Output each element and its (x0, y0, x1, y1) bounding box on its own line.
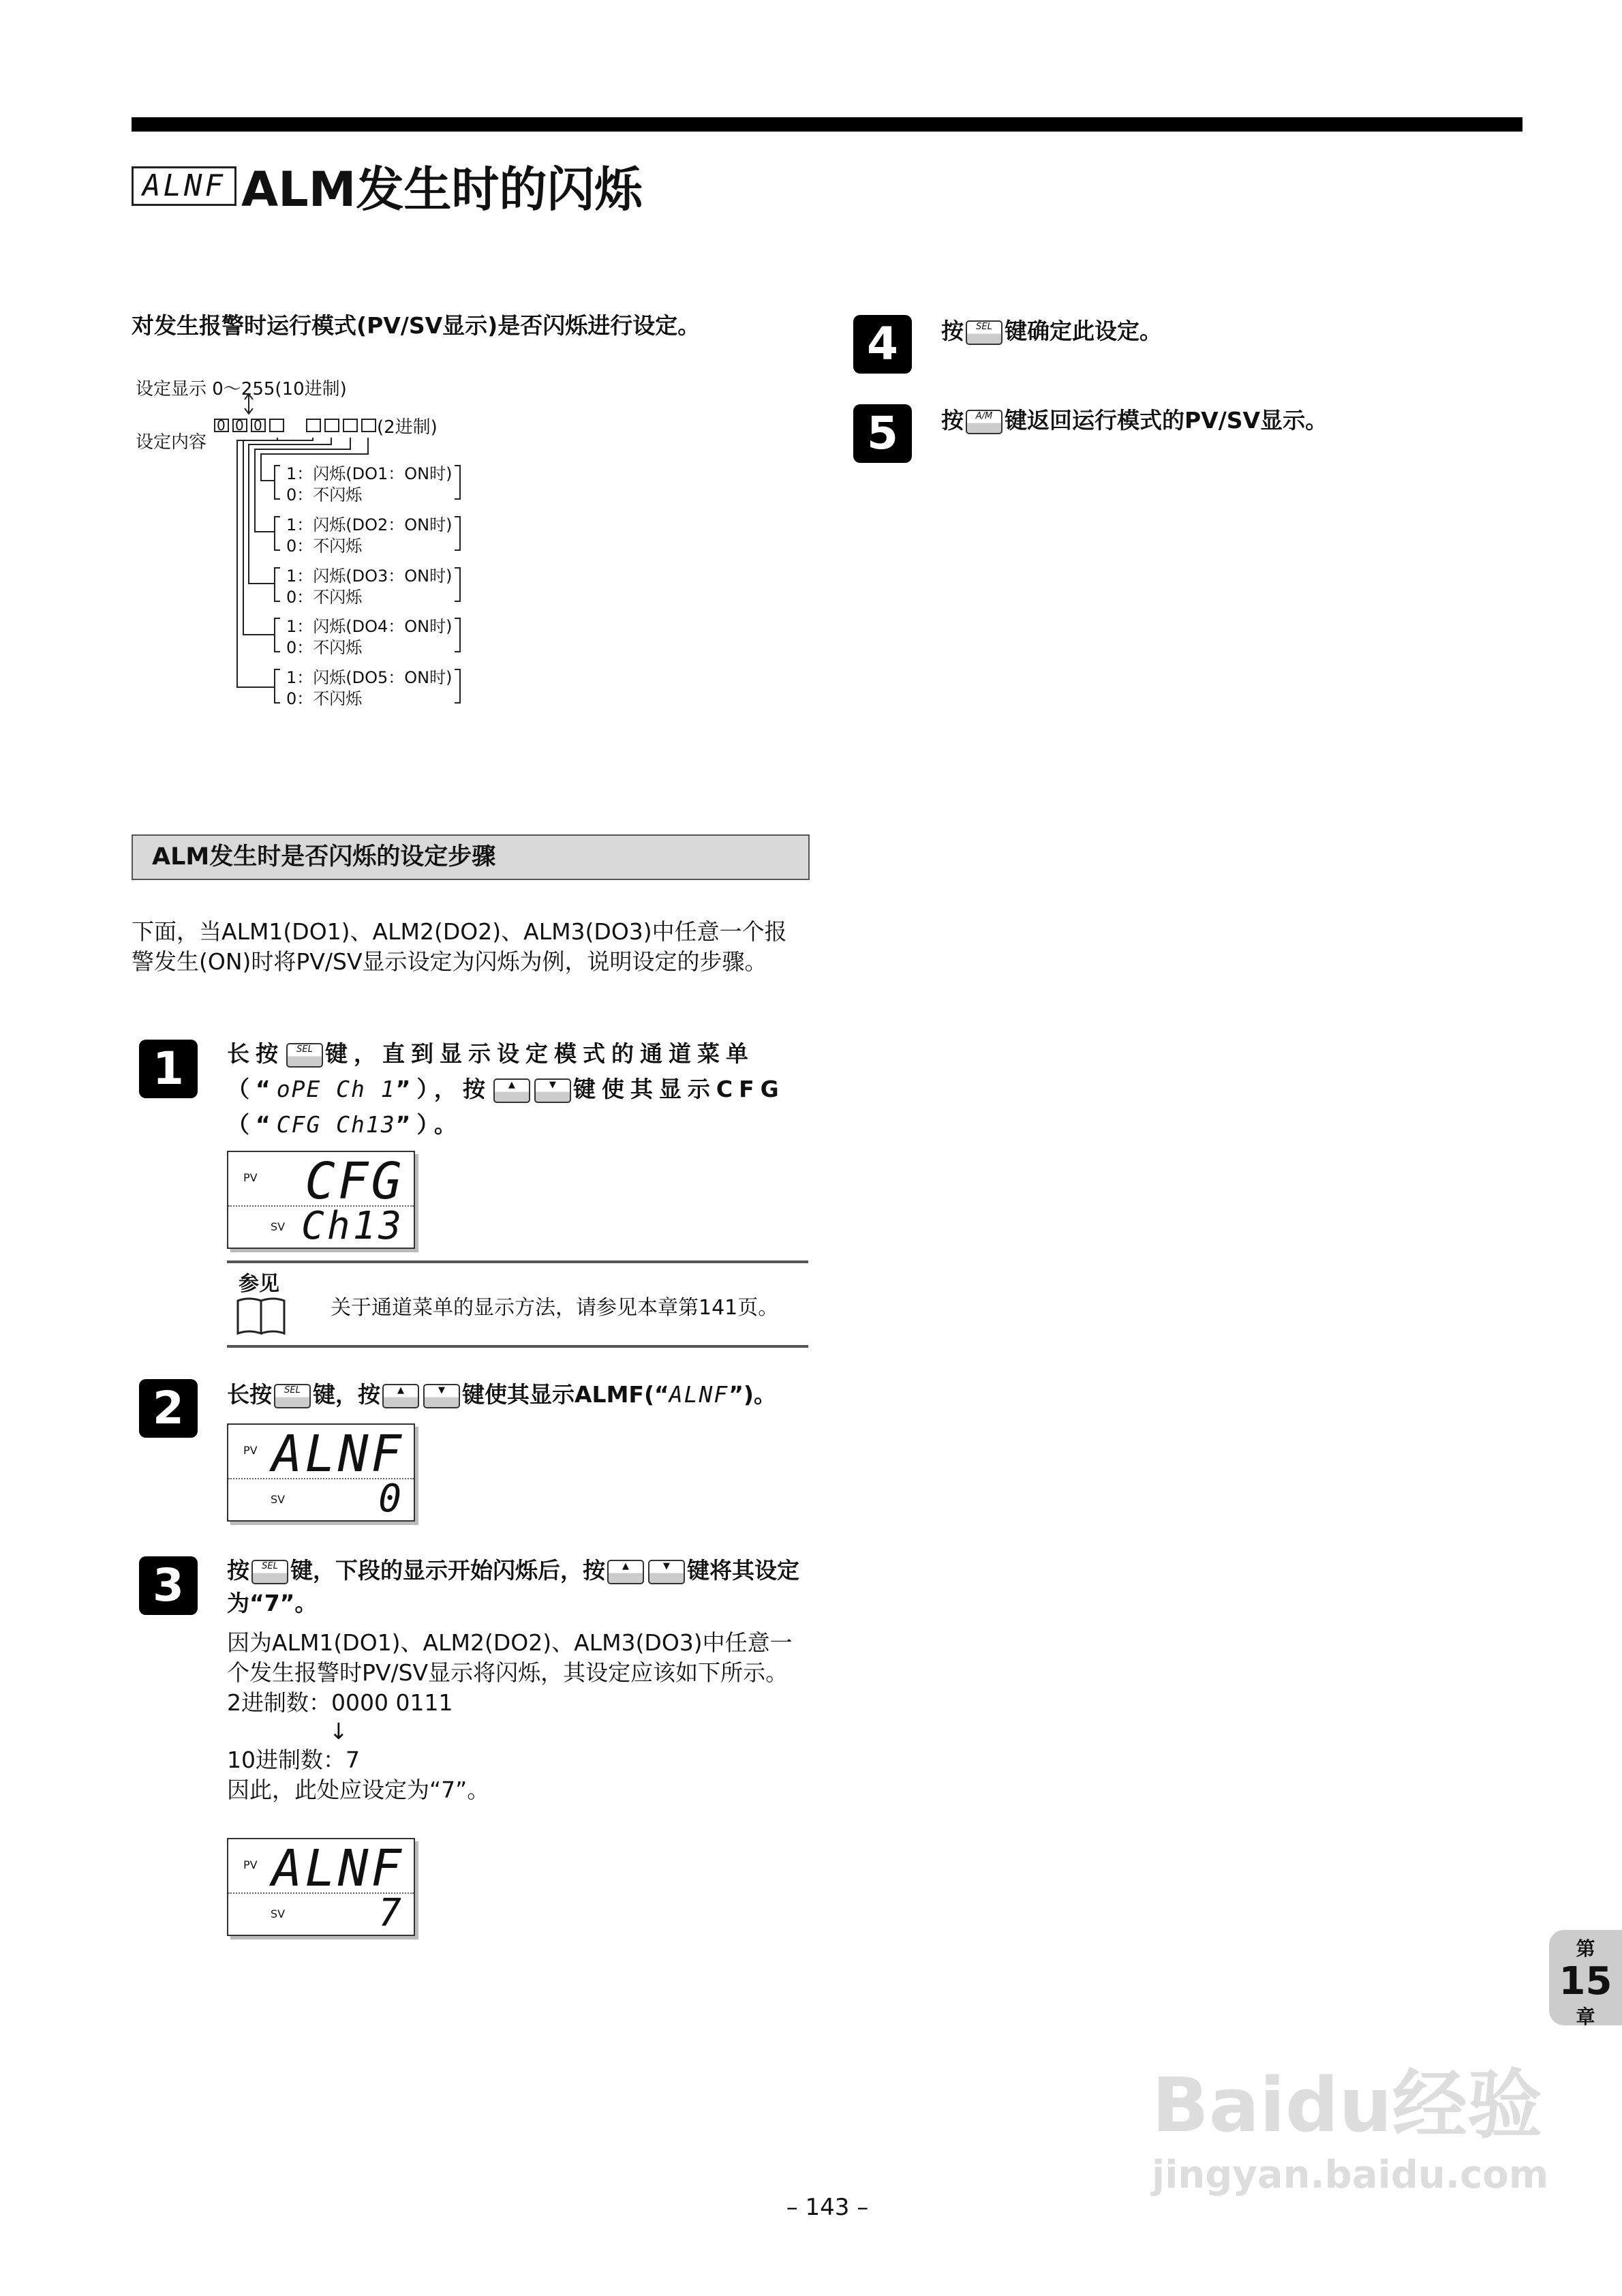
sel-key-icon: SEL (274, 1384, 311, 1408)
reference-heading: 参见 (239, 1272, 279, 1296)
lcd-display-3 (227, 1838, 415, 1936)
sv-value-blinking: 7 (378, 1891, 404, 1935)
step-2-text (227, 1377, 776, 1413)
diagram-item-off: 0：不闪烁 (286, 537, 363, 556)
pv-value: ALNF (271, 1839, 404, 1898)
text: 长按 (227, 1040, 284, 1067)
bit-value: 0 (254, 417, 262, 434)
lcd-display-2 (227, 1423, 415, 1522)
arrow-down-icon: ↓ (329, 1718, 348, 1744)
divider (227, 1345, 808, 1348)
step-badge-2: 2 (139, 1379, 198, 1438)
text: 键，直到显示设定模式的通道菜单（“ (227, 1040, 754, 1102)
lcd-segment-text: oPE Ch 1 (276, 1076, 396, 1102)
step-badge-3: 3 (139, 1556, 198, 1615)
step-3-body (227, 1628, 813, 1805)
up-key-icon: ▲ (607, 1560, 644, 1584)
up-key-icon: ▲ (493, 1078, 530, 1103)
lcd-display-1 (227, 1151, 415, 1249)
bit-diagram (0, 0, 545, 818)
explanation: 因为ALM1(DO1)、ALM2(DO2)、ALM3(DO3)中任意一个发生报警时PV/SV显示将闪烁，其设定应该如下所示。 (227, 1629, 793, 1686)
text: 长按 (227, 1381, 272, 1408)
diagram-item-off: 0：不闪烁 (286, 689, 363, 708)
binary-label: (2进制) (377, 417, 438, 438)
lcd-code-icon: ALNF (132, 166, 236, 206)
step-3-text (227, 1554, 813, 1620)
pv-label: PV (243, 1171, 258, 1184)
step-badge-4: 4 (853, 315, 912, 374)
diagram-item-on: 1：闪烁(DO1：ON时) (286, 464, 453, 483)
sv-label: SV (271, 1493, 286, 1506)
section-paragraph: 下面，当ALM1(DO1)、ALM2(DO2)、ALM3(DO3)中任意一个报警发生(ON)时将PV/SV显示设定为闪烁为例，说明设定的步骤。 (132, 918, 787, 975)
diagram-item-on: 1：闪烁(DO2：ON时) (286, 515, 453, 534)
text: ”)。 (729, 1381, 776, 1408)
bit-value: 0 (235, 417, 244, 434)
step-badge-1: 1 (139, 1040, 198, 1098)
chapter-tab[interactable] (1549, 1930, 1622, 2028)
text: 键使其显示ALMF(“ (462, 1381, 669, 1408)
chapter-number: 15 (1559, 1959, 1612, 2004)
pv-value: CFG (305, 1152, 404, 1211)
step-1-text (227, 1036, 806, 1143)
text: 按 (227, 1557, 249, 1584)
lcd-segment-text: ALNF (669, 1381, 729, 1408)
diagram-item-on: 1：闪烁(DO5：ON时) (286, 668, 453, 687)
down-key-icon: ▼ (423, 1384, 460, 1408)
watermark-logo: Baidu经验 (1152, 2061, 1542, 2149)
book-icon (235, 1295, 290, 1338)
text: ”），按 (395, 1076, 491, 1102)
pv-label: PV (243, 1444, 258, 1457)
up-key-icon: ▲ (382, 1384, 419, 1408)
text: 键将其设定为“7”。 (227, 1557, 799, 1616)
step-badge-5: 5 (853, 404, 912, 463)
text: 键返回运行模式的PV/SV显示。 (1005, 407, 1328, 434)
bit-value: 0 (217, 417, 226, 434)
conclusion: 因此，此处应设定为“7”。 (227, 1777, 490, 1803)
diagram-item-off: 0：不闪烁 (286, 638, 363, 657)
text: 键使其显示CFG（“ (227, 1076, 785, 1138)
sv-value: 0 (378, 1477, 404, 1521)
chapter-label: 第 (1576, 1937, 1595, 1960)
reference-text: 关于通道菜单的显示方法，请参见本章第141页。 (331, 1296, 779, 1320)
divider (227, 1260, 808, 1263)
text: ”）。 (395, 1111, 463, 1138)
sv-label: SV (271, 1220, 286, 1233)
decimal-value: 10进制数：7 (227, 1747, 360, 1773)
text: 键，按 (313, 1381, 380, 1408)
step-4-text (941, 314, 1162, 349)
sel-key-icon: SEL (251, 1560, 288, 1584)
diagram-display-label: 设定显示 0～255(10进制) (136, 379, 347, 399)
down-key-icon: ▼ (648, 1560, 685, 1584)
intro-text: 对发生报警时运行模式(PV/SV显示)是否闪烁进行设定。 (132, 312, 701, 339)
diagram-item-off: 0：不闪烁 (286, 588, 363, 607)
page-title: ALM发生时的闪烁 (241, 162, 643, 217)
text: 按 (941, 407, 964, 434)
text: 按 (941, 318, 964, 344)
chapter-label: 章 (1576, 2006, 1595, 2028)
pv-label: PV (243, 1858, 258, 1871)
step-5-text (941, 403, 1328, 438)
diagram-item-on: 1：闪烁(DO4：ON时) (286, 617, 453, 636)
sv-value: Ch13 (301, 1204, 404, 1248)
diagram-item-on: 1：闪烁(DO3：ON时) (286, 567, 453, 586)
diagram-item-off: 0：不闪烁 (286, 485, 363, 504)
watermark-url: jingyan.baidu.com (1152, 2153, 1549, 2197)
sv-label: SV (271, 1907, 286, 1920)
binary-value: 2进制数：0000 0111 (227, 1689, 453, 1716)
text: 键确定此设定。 (1005, 318, 1162, 344)
down-key-icon: ▼ (534, 1078, 571, 1103)
lcd-segment-text: CFG Ch13 (276, 1111, 396, 1138)
sel-key-icon: SEL (286, 1043, 323, 1068)
sel-key-icon: SEL (966, 320, 1003, 345)
pv-value: ALNF (271, 1425, 404, 1483)
diagram-content-label: 设定内容 (136, 432, 207, 453)
watermark (1152, 2045, 1548, 2197)
am-key-icon: A/M (966, 410, 1003, 434)
section-header: ALM发生时是否闪烁的设定步骤 (132, 834, 810, 880)
page-number: – 143 – (786, 2194, 869, 2221)
text: 键，下段的显示开始闪烁后，按 (290, 1557, 605, 1584)
